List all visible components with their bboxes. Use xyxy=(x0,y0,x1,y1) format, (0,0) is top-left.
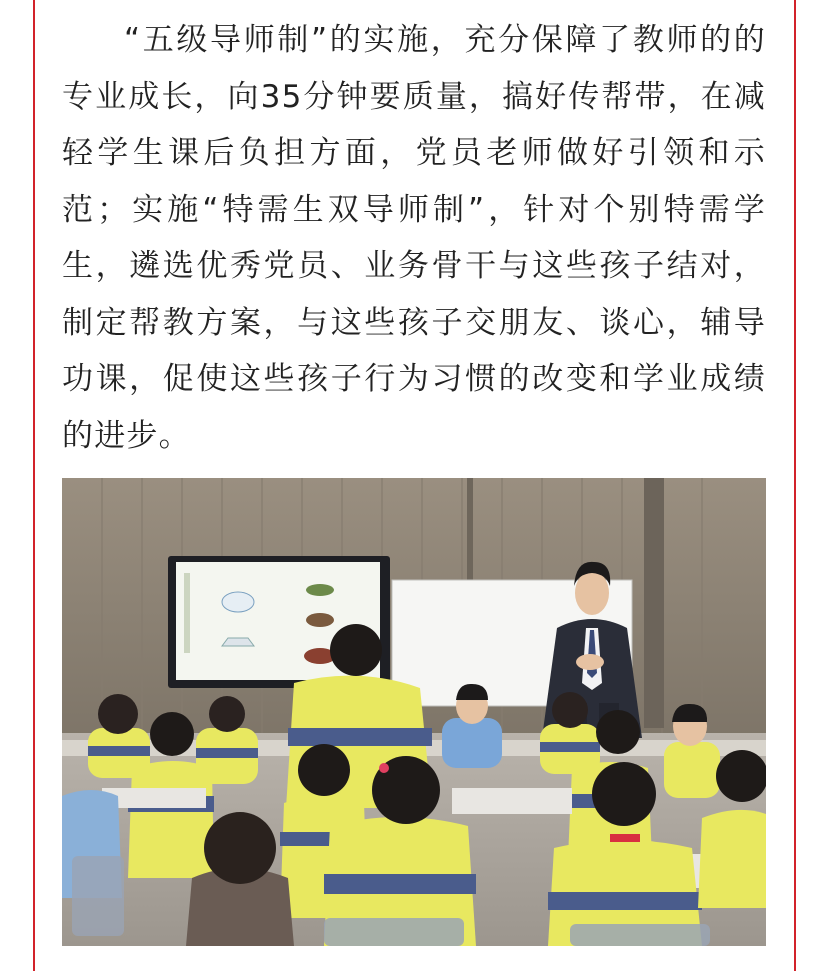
chair xyxy=(570,924,710,946)
dish-icon xyxy=(306,613,334,627)
screen-text-column xyxy=(184,573,190,653)
article-paragraph: “五级导师制”的实施，充分保障了教师的的专业成长，向35分钟要质量，搞好传帮带，在减轻学生课后负担方面，党员老师做好引领和示范；实施“特需生双导师制”，针对个别特需学生，遴选优秀党员、业务骨干与这些孩子结对，制定帮教方案，与这些孩子交朋友、谈心，辅导功课，促使这些孩子行为习惯的改变和学业成绩的进步。 xyxy=(62,22,766,454)
wall-pillar xyxy=(644,478,664,728)
left-border xyxy=(33,0,35,971)
right-border xyxy=(794,0,796,971)
bowl-icon xyxy=(222,592,254,612)
classroom-photo xyxy=(62,478,766,946)
chair xyxy=(72,856,124,936)
desk xyxy=(452,788,572,814)
dish-icon xyxy=(306,584,334,596)
chair xyxy=(324,918,464,946)
article-body xyxy=(62,12,766,464)
classroom-illustration xyxy=(62,478,766,946)
rice-icon xyxy=(222,638,254,646)
